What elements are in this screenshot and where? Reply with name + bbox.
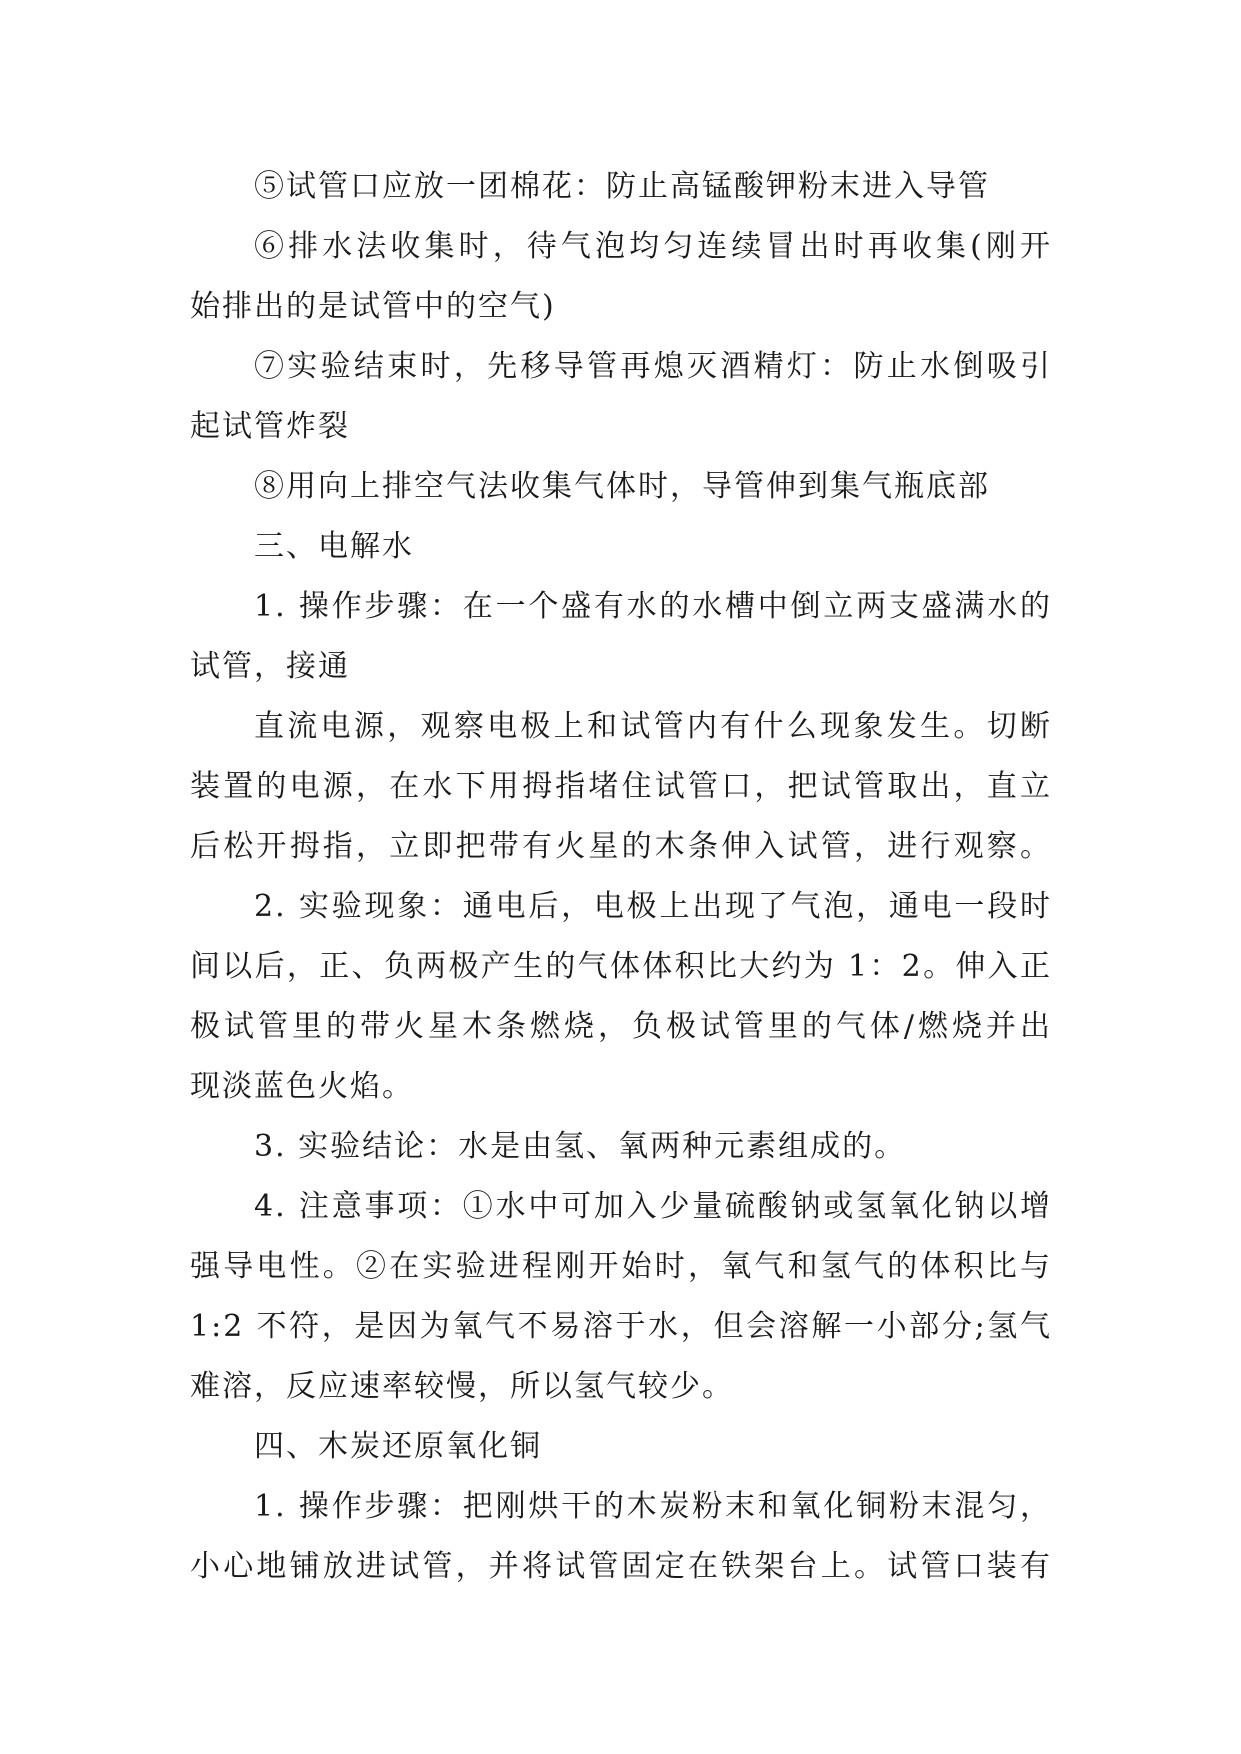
section-heading-electrolysis: 三、电解水 (254, 529, 414, 564)
text-line-step8: ⑧用向上排空气法收集气体时，导管伸到集气瓶底部 (254, 469, 990, 504)
text-line-step7: ⑦实验结束时，先移导管再熄灭酒精灯：防止水倒吸引 (254, 349, 1052, 384)
text-line-notes-2: 强导电性。②在实验进程刚开始时，氧气和氢气的体积比与 (190, 1249, 1052, 1284)
text-line-notes-3: 1:2 不符，是因为氧气不易溶于水，但会溶解一小部分;氢气 (190, 1309, 1052, 1344)
text-line-phenomenon-3: 极试管里的带火星木条燃烧，负极试管里的气体/燃烧并出 (190, 1009, 1052, 1044)
document-body (190, 157, 1052, 1597)
text-line-conclusion: 3. 实验结论：水是由氢、氧两种元素组成的。 (254, 1129, 907, 1164)
text-line-procedure-2: 直流电源，观察电极上和试管内有什么现象发生。切断 (254, 709, 1052, 744)
text-line-step6-cont: 始排出的是试管中的空气) (190, 289, 556, 324)
text-line-procedure-3: 装置的电源，在水下用拇指堵住试管口，把试管取出，直立 (190, 769, 1052, 804)
text-line-procedure: 1. 操作步骤：在一个盛有水的水槽中倒立两支盛满水的 (254, 589, 1052, 624)
text-line-step5: ⑤试管口应放一团棉花：防止高锰酸钾粉末进入导管 (254, 169, 990, 204)
text-line-procedure-cont: 试管，接通 (190, 649, 350, 684)
text-line-notes: 4. 注意事项：①水中可加入少量硫酸钠或氢氧化钠以增 (254, 1189, 1052, 1224)
section-heading-charcoal: 四、木炭还原氧化铜 (254, 1429, 542, 1464)
text-line-phenomenon: 2. 实验现象：通电后，电极上出现了气泡，通电一段时 (254, 889, 1052, 924)
text-line-step6: ⑥排水法收集时，待气泡均匀连续冒出时再收集(刚开 (254, 229, 1052, 264)
text-line-step7-cont: 起试管炸裂 (190, 409, 350, 444)
text-line-procedure-4: 后松开拇指，立即把带有火星的木条伸入试管，进行观察。 (190, 829, 1052, 864)
text-line-phenomenon-2: 间以后，正、负两极产生的气体体积比大约为 1：2。伸入正 (190, 949, 1052, 984)
text-line-notes-4: 难溶，反应速率较慢，所以氢气较少。 (190, 1369, 734, 1404)
text-line-charcoal-procedure: 1. 操作步骤：把刚烘干的木炭粉末和氧化铜粉末混匀， (254, 1489, 1052, 1524)
text-line-phenomenon-4: 现淡蓝色火焰。 (190, 1069, 414, 1104)
text-line-charcoal-procedure-2: 小心地铺放进试管，并将试管固定在铁架台上。试管口装有 (190, 1549, 1052, 1584)
